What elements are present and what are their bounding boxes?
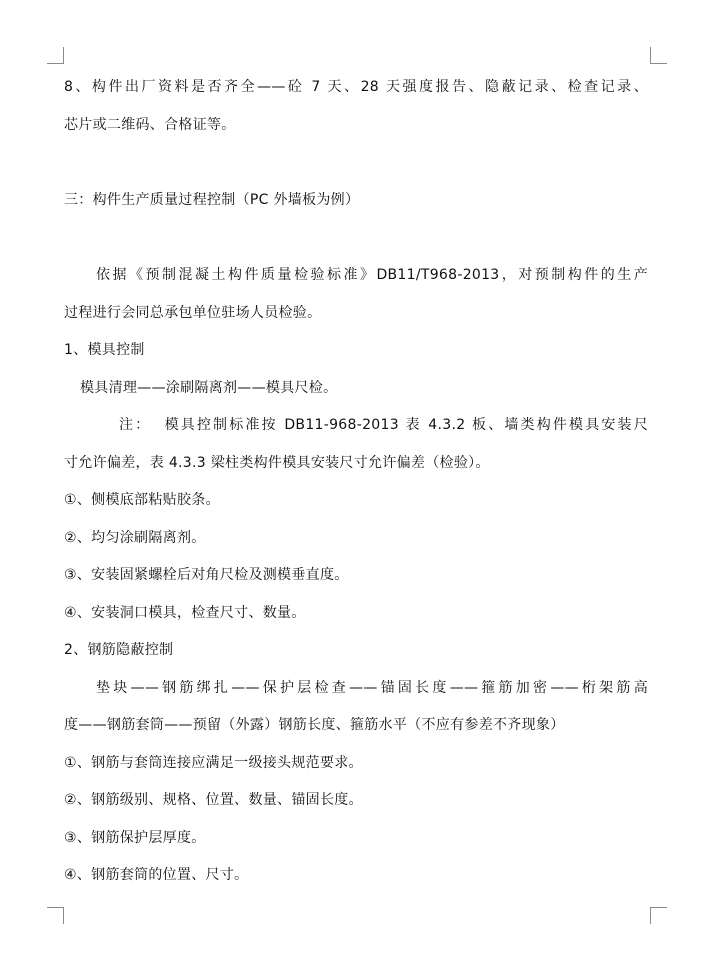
list-item: ③、安装固紧螺栓后对角尺检及测模垂直度。 (64, 567, 349, 583)
corner-mark-top-right (650, 47, 667, 64)
corner-mark-top-left (47, 47, 64, 64)
subsection-heading: 1、模具控制 (64, 342, 145, 358)
text-line: 过程进行会同总承包单位驻场人员检验。 (64, 305, 322, 321)
section-heading: 三：构件生产质量过程控制（PC 外墙板为例） (64, 192, 360, 208)
list-item: ①、钢筋与套筒连接应满足一级接头规范要求。 (64, 755, 363, 771)
note-line: 注： 模具控制标准按 DB11-968-2013 表 4.3.2 板、墙类构件模具安装尺 (119, 417, 648, 433)
subsection-heading: 2、钢筋隐蔽控制 (64, 642, 174, 658)
text-line: 芯片或二维码、合格证等。 (64, 117, 236, 133)
corner-mark-bottom-right (650, 907, 667, 924)
list-item: ①、侧模底部粘贴胶条。 (64, 492, 220, 508)
text-line: 寸允许偏差，表 4.3.3 梁柱类构件模具安装尺寸允许偏差（检验）。 (64, 455, 490, 471)
list-item: ②、钢筋级别、规格、位置、数量、锚固长度。 (64, 792, 363, 808)
text-line: 垫块——钢筋绑扎——保护层检查——锚固长度——箍筋加密——桁架筋高 (96, 680, 648, 696)
text-line: 度——钢筋套筒——预留（外露）钢筋长度、箍筋水平（不应有参差不齐现象） (64, 717, 565, 733)
corner-mark-bottom-left (47, 907, 64, 924)
text-line: 模具清理——涂刷隔离剂——模具尺检。 (80, 380, 338, 396)
list-item: ③、钢筋保护层厚度。 (64, 830, 206, 846)
text-line: 依据《预制混凝土构件质量检验标准》DB11/T968-2013，对预制构件的生产 (96, 267, 648, 283)
list-item: ②、均匀涂刷隔离剂。 (64, 530, 206, 546)
list-item: ④、钢筋套筒的位置、尺寸。 (64, 867, 249, 883)
text-line: 8、构件出厂资料是否齐全——砼 7 天、28 天强度报告、隐蔽记录、检查记录、 (64, 79, 648, 95)
list-item: ④、安装洞口模具，检查尺寸、数量。 (64, 605, 306, 621)
